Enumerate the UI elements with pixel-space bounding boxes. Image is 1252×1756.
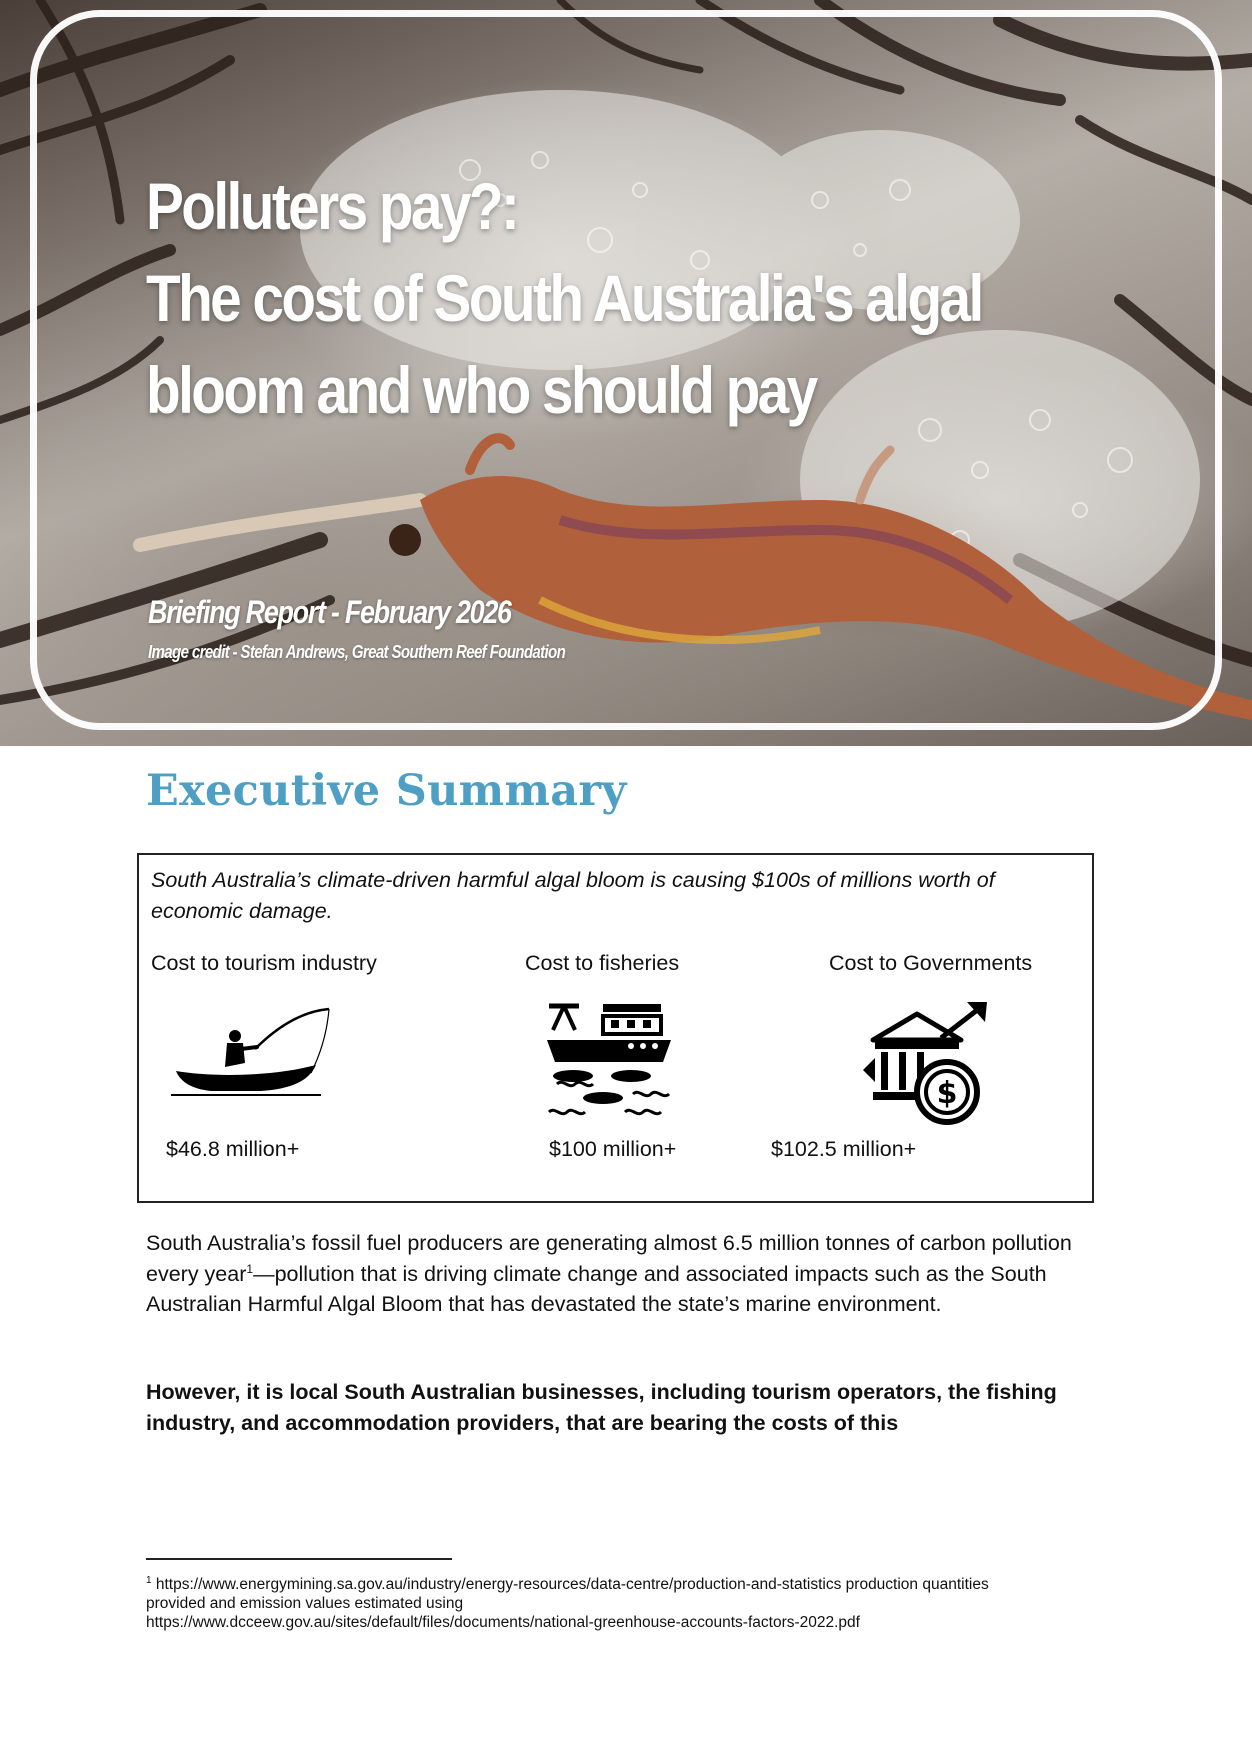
cost-item-governments xyxy=(829,951,1032,976)
summary-lead: South Australia’s climate-driven harmful algal bloom is causing $100s of millions worth of economic damage. xyxy=(151,868,995,923)
summary-box xyxy=(137,853,1094,1203)
hero-banner xyxy=(0,0,1252,746)
footnote xyxy=(146,1571,1096,1632)
footnote-link[interactable]: https://www.energymining.sa.gov.au/industry/energy-resources/data-centre/production-and-statistics production quantities xyxy=(151,1576,989,1594)
title-line: The cost of South Australia's algal xyxy=(146,261,982,335)
paragraph-text: —pollution that is driving climate change and associated impacts such as the South Australian Harmful Algal Bloom that has devastated the state’s marine environment. xyxy=(146,1261,1047,1316)
cost-value: $46.8 million+ xyxy=(166,1137,300,1161)
section-heading: Executive Summary xyxy=(146,766,627,816)
footnote-line: provided and emission values estimated using xyxy=(146,1595,464,1613)
svg-text:$: $ xyxy=(936,1076,958,1111)
report-subtitle: Briefing Report - February 2026 xyxy=(148,594,511,630)
body-paragraph xyxy=(146,1228,1096,1320)
cost-label: Cost to fisheries xyxy=(525,951,680,975)
title-line: Polluters pay?: xyxy=(146,169,518,243)
government-building-dollar-icon xyxy=(861,1000,991,1130)
footnote-link[interactable]: https://www.dcceew.gov.au/sites/default/files/documents/national-greenhouse-accounts-factors-2022.pdf xyxy=(146,1614,860,1632)
cost-label: Cost to tourism industry xyxy=(151,951,377,975)
image-credit: Image credit - Stefan Andrews, Great Southern Reef Foundation xyxy=(148,642,566,662)
body-paragraph-bold: However, it is local South Australian businesses, including tourism operators, the fishing industry, and accommodation providers, that are bearing the costs of this xyxy=(146,1380,1057,1435)
fishing-boat-icon xyxy=(171,1003,331,1103)
cost-value: $102.5 million+ xyxy=(771,1137,917,1161)
footnote-divider xyxy=(146,1558,452,1560)
cost-item-tourism xyxy=(151,951,377,976)
footnote-reference[interactable]: 1 xyxy=(246,1261,254,1276)
cost-value: $100 million+ xyxy=(549,1137,677,1161)
report-title xyxy=(146,160,1006,436)
footnote-line xyxy=(146,1571,1096,1594)
cost-item-fisheries xyxy=(525,951,679,976)
footnote-number: 1 xyxy=(146,1575,152,1586)
cost-label: Cost to Governments xyxy=(829,951,1033,975)
paragraph-text: South Australia’s fossil fuel producers are generating almost 6.5 million tonnes of carbon pollution every year xyxy=(146,1231,1072,1286)
title-line: bloom and who should pay xyxy=(146,353,816,427)
fishing-vessel-net-icon xyxy=(545,1000,675,1130)
